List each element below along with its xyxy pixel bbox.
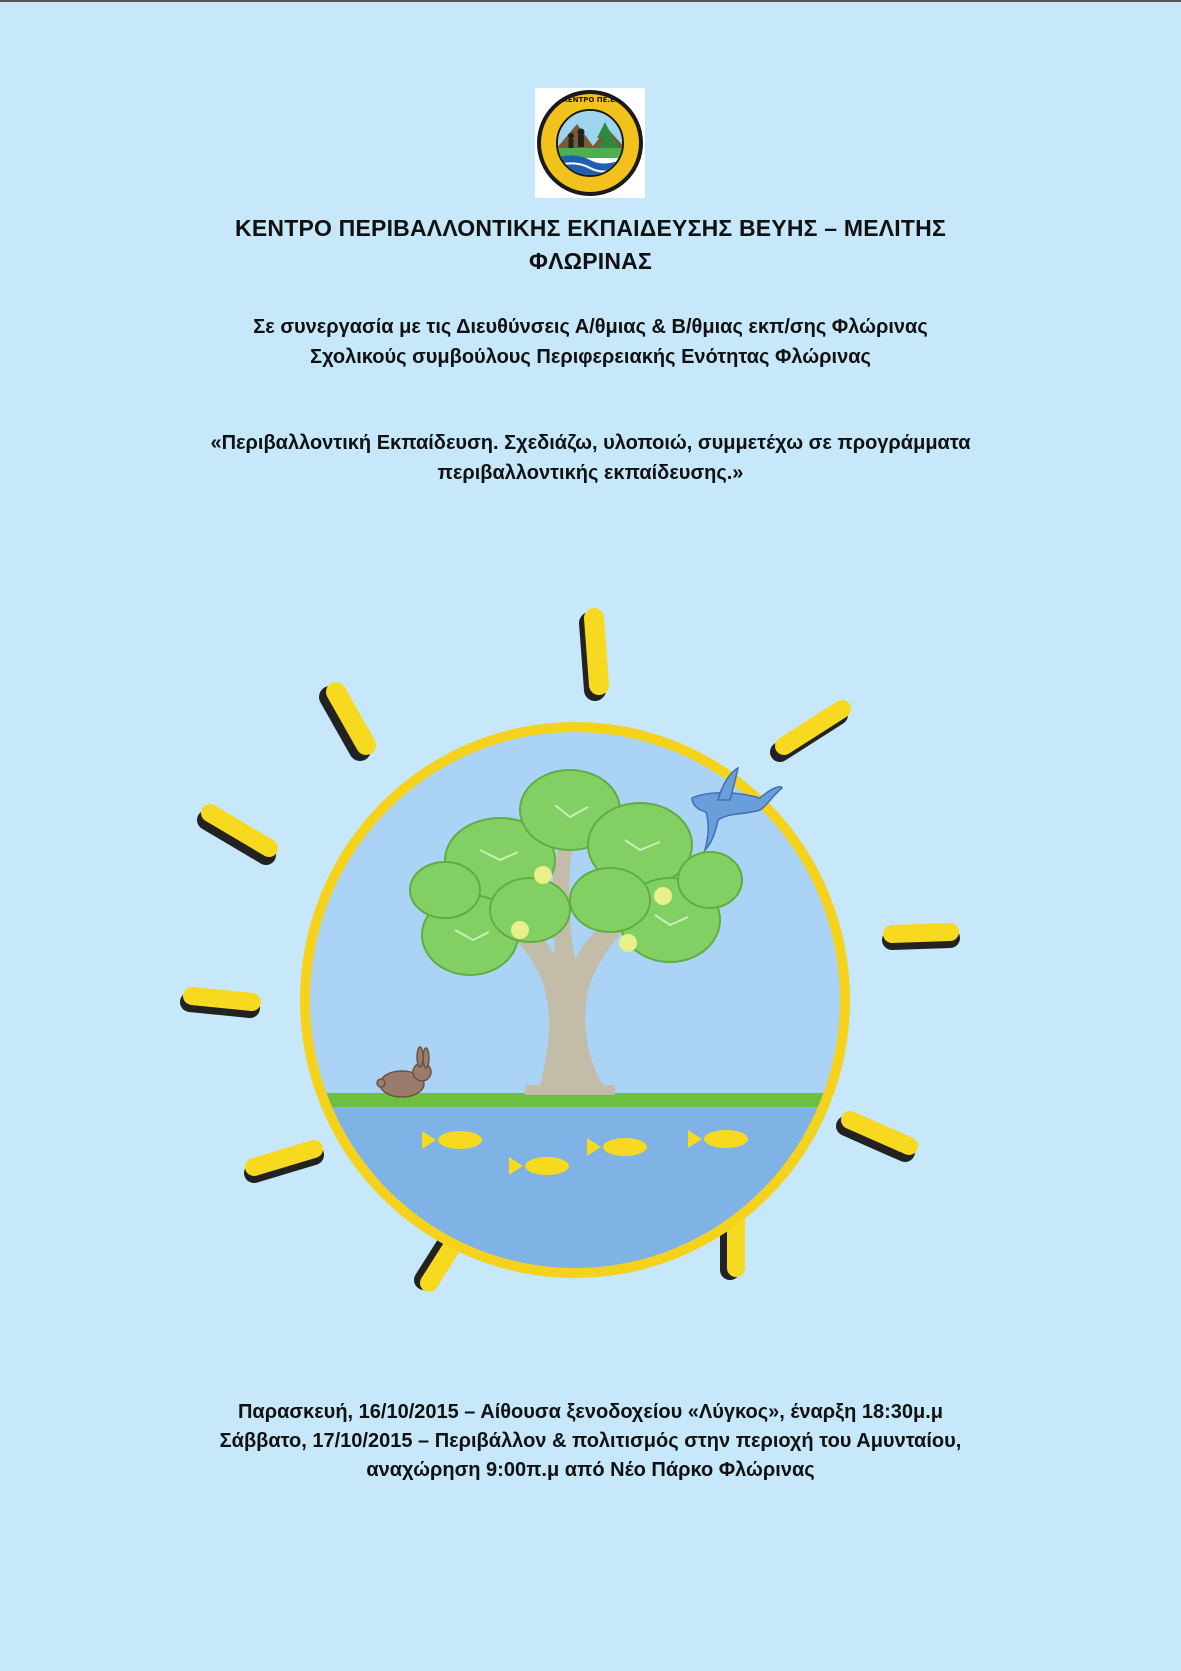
ray-right-lower <box>846 1120 909 1152</box>
partners-block <box>0 312 1181 372</box>
sun-tree-icon <box>170 600 1030 1310</box>
partners-line-2: Σχολικούς συμβούλους Περιφερειακής Ενότητας Φλώρινας <box>310 346 871 368</box>
grass-strip <box>300 1093 860 1107</box>
top-border-line <box>0 0 1181 2</box>
ray-top-left <box>330 692 366 750</box>
schedule-line-3: αναχώρηση 9:00π.μ από Νέο Πάρκο Φλώρινας <box>366 1459 815 1481</box>
ray-left-mid <box>190 996 252 1008</box>
ray-left-upper <box>207 813 269 855</box>
center-logo <box>535 88 645 198</box>
partners-line-1: Σε συνεργασία με τις Διευθύνσεις Α/θμιας & Β/θμιας εκπ/σης Φλώρινας <box>253 316 928 338</box>
title-line-1: ΚΕΝΤΡΟ ΠΕΡΙΒΑΛΛΟΝΤΙΚΗΣ ΕΚΠΑΙΔΕΥΣΗΣ ΒΕΥΗΣ – ΜΕΛΙΤΗΣ <box>235 215 946 241</box>
logo-lettering: ΚΕΝΤΡΟ ΠΕ.Ε. <box>562 96 618 104</box>
program-line-2: περιβαλλοντικής εκπαίδευσης.» <box>437 462 744 484</box>
schedule-line-2: Σάββατο, 17/10/2015 – Περιβάλλον & πολιτισμός στην περιοχή του Αμυνταίου, <box>219 1430 962 1452</box>
sun-illustration <box>170 600 1030 1310</box>
ray-top <box>590 618 599 690</box>
center-title <box>0 212 1181 278</box>
program-line-1: «Περιβαλλοντική Εκπαίδευση. Σχεδιάζω, υλοποιώ, συμμετέχω σε προγράμματα <box>210 432 971 454</box>
schedule-line-1: Παρασκευή, 16/10/2015 – Αίθουσα ξενοδοχείου «Λύγκος», έναρξη 18:30μ.μ <box>237 1401 944 1423</box>
tree-base <box>525 1085 615 1095</box>
program-title-block <box>0 428 1181 488</box>
logo-seal-icon <box>535 88 645 198</box>
ray-left-lower <box>254 1149 314 1173</box>
ray-top-right <box>780 709 842 752</box>
schedule-block <box>0 1398 1181 1485</box>
ray-right <box>892 932 950 940</box>
title-line-2: ΦΛΩΡΙΝΑΣ <box>528 248 652 274</box>
